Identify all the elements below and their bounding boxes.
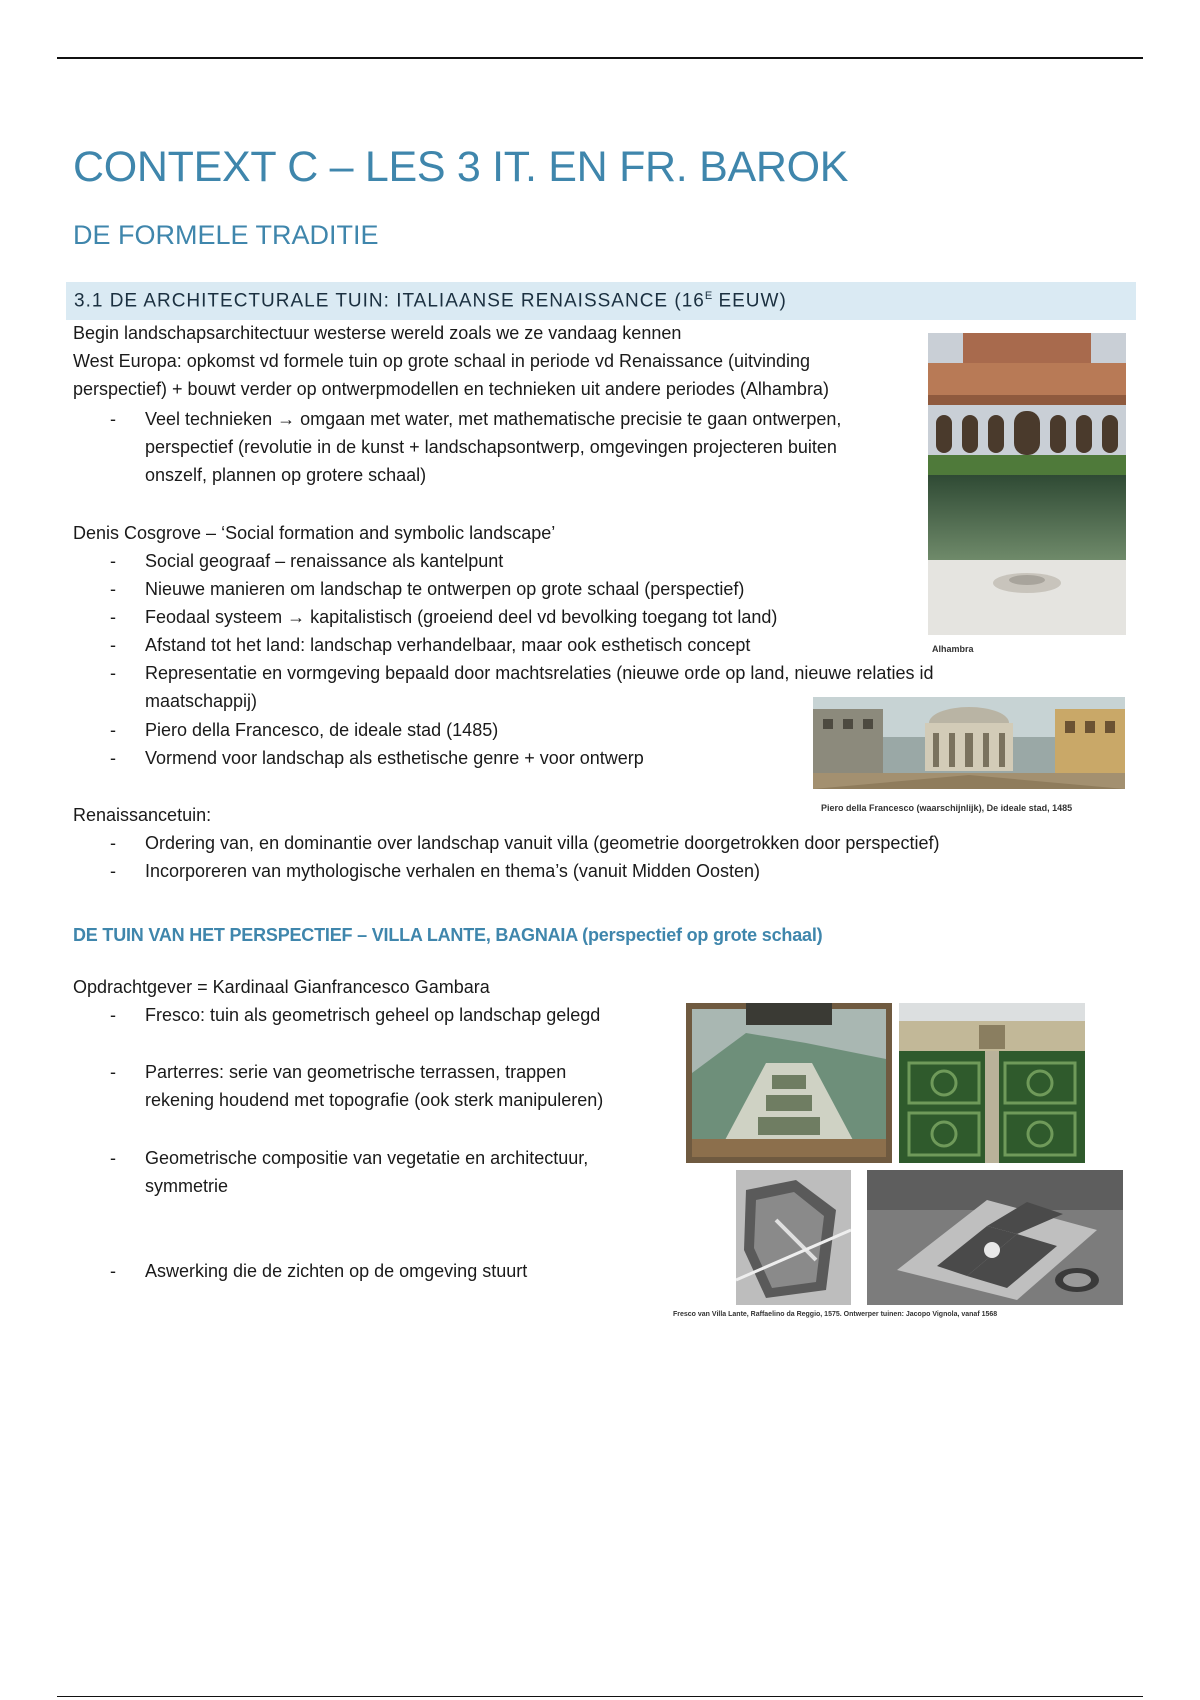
renaissance-heading: Renaissancetuin: bbox=[73, 805, 212, 825]
villa-lante-patron: Opdrachtgever = Kardinaal Gianfrancesco Gambara bbox=[73, 977, 490, 997]
bullet-dash: - bbox=[110, 1148, 116, 1168]
villa-lante-parterre-image bbox=[899, 1003, 1085, 1163]
page-subtitle: DE FORMELE TRADITIE bbox=[73, 220, 379, 250]
bullet-dash: - bbox=[110, 607, 116, 627]
bullet-dash: - bbox=[110, 663, 116, 683]
intro-line-2: West Europa: opkomst vd formele tuin op grote schaal in periode vd Renaissance (uitvinding bbox=[73, 351, 811, 371]
ideal-city-image bbox=[813, 697, 1125, 789]
bullet-dash: - bbox=[110, 861, 116, 881]
intro-line-1: Begin landschapsarchitectuur westerse wereld zoals we ze vandaag kennen bbox=[73, 323, 682, 343]
bottom-rule bbox=[57, 1696, 1143, 1697]
bullet-dash: - bbox=[110, 1005, 116, 1025]
section-heading-sup: E bbox=[704, 290, 713, 302]
section-heading-end: EEUW) bbox=[712, 290, 787, 312]
cosgrove-bullet-4-text: Afstand tot het land: landschap verhandelbaar, maar ook esthetisch concept bbox=[145, 635, 751, 655]
lante-bullet-3-text-2: symmetrie bbox=[145, 1176, 229, 1196]
lante-bullet-3-text: Geometrische compositie van vegetatie en architectuur, bbox=[145, 1148, 589, 1168]
section-heading bbox=[74, 290, 787, 312]
lante-bullet-4-text: Aswerking die de zichten op de omgeving stuurt bbox=[145, 1261, 528, 1281]
cosgrove-bullet-7-text: Vormend voor landschap als esthetische genre + voor ontwerp bbox=[145, 748, 644, 768]
alhambra-image bbox=[928, 333, 1126, 635]
ideal-city-caption: Piero della Francesco (waarschijnlijk), De ideale stad, 1485 bbox=[821, 803, 1073, 813]
page-title: CONTEXT C – LES 3 IT. EN FR. BAROK bbox=[73, 143, 849, 191]
villa-lante-fresco-image bbox=[686, 1003, 892, 1163]
intro-line-3: perspectief) + bouwt verder op ontwerpmodellen en technieken uit andere periodes (Alhambra) bbox=[73, 379, 829, 399]
bullet-dash: - bbox=[110, 748, 116, 768]
lante-bullet-2-text-2: rekening houdend met topografie (ook sterk manipuleren) bbox=[145, 1090, 604, 1110]
alhambra-caption: Alhambra bbox=[932, 644, 974, 654]
renaissance-bullet-2-text: Incorporeren van mythologische verhalen en thema’s (vanuit Midden Oosten) bbox=[145, 861, 761, 881]
lante-bullet-2-text: Parterres: serie van geometrische terrassen, trappen bbox=[145, 1062, 567, 1082]
villa-lante-heading: DE TUIN VAN HET PERSPECTIEF – VILLA LANTE, BAGNAIA (perspectief op grote schaal) bbox=[73, 925, 823, 945]
villa-lante-plan-image bbox=[736, 1170, 851, 1305]
cosgrove-bullet-5-text-2: maatschappij) bbox=[145, 691, 258, 711]
intro-bullet-line-3: onszelf, plannen op grotere schaal) bbox=[145, 465, 427, 485]
cosgrove-bullet-5-text: Representatie en vormgeving bepaald door machtsrelaties (nieuwe orde op land, nieuwe relaties id bbox=[145, 663, 934, 683]
cosgrove-bullet-3-text: Feodaal systeem → kapitalistisch (groeiend deel vd bevolking toegang tot land) bbox=[145, 607, 778, 627]
section-heading-main: 3.1 DE ARCHITECTURALE TUIN: ITALIAANSE RENAISSANCE (16 bbox=[74, 290, 705, 312]
bullet-dash: - bbox=[110, 720, 116, 740]
intro-bullet-line-1: Veel technieken → omgaan met water, met mathematische precisie te gaan ontwerpen, bbox=[145, 409, 842, 429]
cosgrove-bullet-6-text: Piero della Francesco, de ideale stad (1485) bbox=[145, 720, 499, 740]
bullet-dash: - bbox=[110, 579, 116, 599]
bullet-dash: - bbox=[110, 635, 116, 655]
villa-lante-aerial-image bbox=[867, 1170, 1123, 1305]
section-heading-bar bbox=[66, 282, 1136, 320]
bullet-dash: - bbox=[110, 833, 116, 853]
bullet-dash: - bbox=[110, 1261, 116, 1281]
intro-bullet-line-2: perspectief (revolutie in de kunst + landschapsontwerp, omgevingen projecteren buiten bbox=[145, 437, 837, 457]
lante-bullet-1-text: Fresco: tuin als geometrisch geheel op landschap gelegd bbox=[145, 1005, 601, 1025]
villa-lante-caption: Fresco van Villa Lante, Raffaelino da Reggio, 1575. Ontwerper tuinen: Jacopo Vignola, vanaf 1568 bbox=[673, 1311, 998, 1318]
cosgrove-bullet-2-text: Nieuwe manieren om landschap te ontwerpen op grote schaal (perspectief) bbox=[145, 579, 745, 599]
cosgrove-bullet-1-text: Social geograaf – renaissance als kantelpunt bbox=[145, 551, 504, 571]
top-rule bbox=[57, 57, 1143, 59]
cosgrove-heading: Denis Cosgrove – ‘Social formation and symbolic landscape’ bbox=[73, 523, 556, 543]
bullet-dash: - bbox=[110, 551, 116, 571]
renaissance-bullet-1-text: Ordering van, en dominantie over landschap vanuit villa (geometrie doorgetrokken door perspectief) bbox=[145, 833, 940, 853]
bullet-dash: - bbox=[110, 409, 116, 429]
bullet-dash: - bbox=[110, 1062, 116, 1082]
